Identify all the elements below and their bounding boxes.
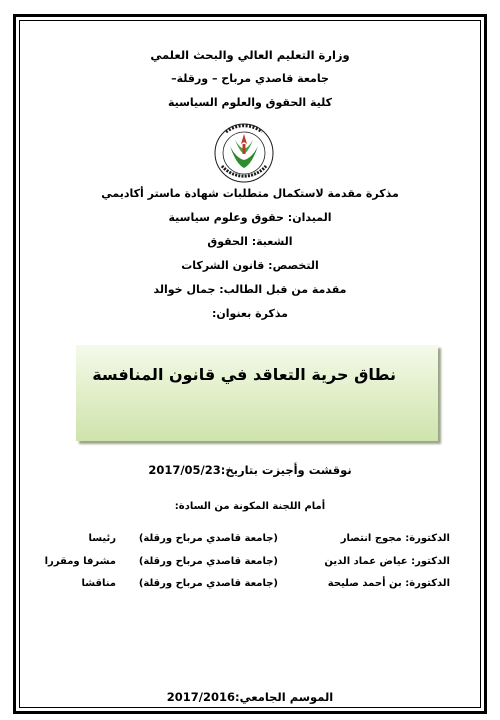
- member-role: رئيسا: [88, 533, 116, 544]
- thesis-title-box: [76, 345, 438, 441]
- member-affiliation: (جامعة قاصدي مرباح ورقلة): [138, 533, 278, 544]
- member-affiliation: (جامعة قاصدي مرباح ورقلة): [138, 556, 278, 567]
- titled-label: مذكرة بعنوان:: [211, 307, 288, 320]
- member-affiliation: (جامعة قاصدي مرباح ورقلة): [138, 578, 278, 589]
- ministry-name: وزارة التعليم العالي والبحث العلمي: [150, 48, 350, 62]
- member-name: الدكتورة: مجوج انتصار: [340, 533, 450, 544]
- university-emblem-icon: [212, 122, 276, 184]
- defense-date: نوقشت وأجيزت بتاريخ:2017/05/23: [148, 463, 352, 477]
- field-line: الميدان: حقوق وعلوم سياسية: [168, 211, 332, 224]
- member-name: الدكتورة: بن أحمد صليحة: [327, 578, 450, 589]
- branch-line: الشعبة: الحقوق: [207, 235, 293, 248]
- academic-year: الموسم الجامعي:2017/2016: [166, 690, 334, 704]
- member-name: الدكتور: عياض عماد الدين: [324, 556, 450, 567]
- student-line: مقدمة من قبل الطالب: جمال خوالد: [153, 283, 347, 296]
- university-name: جامعة قاصدي مرباح – ورقلة–: [171, 72, 329, 85]
- faculty-name: كلية الحقوق والعلوم السياسية: [167, 96, 333, 109]
- thesis-purpose: مذكرة مقدمة لاستكمال متطلبات شهادة ماستر أكاديمي: [101, 187, 399, 200]
- committee-heading: أمام اللجنة المكونة من السادة:: [174, 501, 326, 512]
- member-role: مشرفا ومقررا: [44, 556, 116, 567]
- thesis-title: نطاق حرية التعاقد في قانون المنافسة: [92, 365, 396, 384]
- specialization-line: التخصص: قانون الشركات: [181, 259, 319, 272]
- member-role: مناقشا: [81, 578, 116, 589]
